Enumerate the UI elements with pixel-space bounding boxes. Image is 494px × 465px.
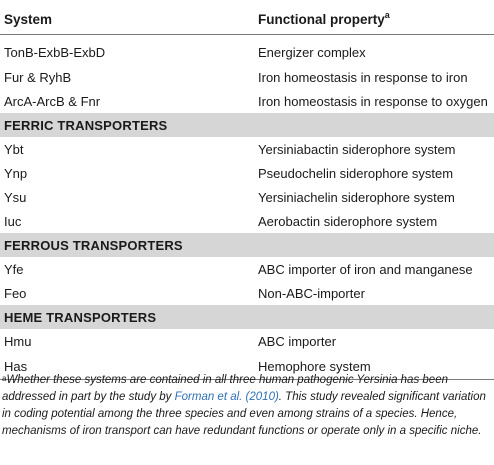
system-cell: Iuc — [4, 213, 22, 229]
table-row — [0, 281, 494, 305]
table-row — [0, 137, 494, 161]
property-cell: ABC importer of iron and manganese — [258, 261, 473, 277]
property-cell: Hemophore system — [254, 353, 494, 380]
footnote-text-after: . This study revealed significant variation in coding potential among the three species and even among strains of a species. Hence, mechanisms of iron transport can have redundant functions or operate only in a specific niche. — [2, 391, 486, 437]
system-cell: Ybt — [4, 141, 24, 157]
property-cell: ABC importer — [258, 333, 337, 349]
property-cell: Iron homeostasis in response to iron — [258, 69, 468, 85]
system-cell: Ysu — [4, 189, 27, 205]
table-row — [0, 161, 494, 185]
section-header-ferric — [0, 113, 494, 137]
table-row — [0, 185, 494, 209]
system-cell: Yfe — [4, 261, 24, 277]
table-footnote — [2, 372, 490, 440]
table-row — [0, 65, 494, 89]
table-row — [0, 89, 494, 113]
table-row — [0, 329, 494, 353]
footnote-marker: a — [2, 374, 7, 383]
column-header-system: System — [0, 4, 254, 35]
system-cell: Has — [0, 353, 254, 380]
system-cell: Hmu — [4, 333, 32, 349]
property-cell: Aerobactin siderophore system — [258, 213, 438, 229]
column-header-functional-property: Functional property$^a$ — [254, 4, 494, 35]
property-cell: Iron homeostasis in response to oxygen — [258, 93, 488, 109]
property-cell: Non-ABC-importer — [258, 285, 365, 301]
property-cell: Yersiniachelin siderophore system — [258, 189, 455, 205]
iron-transport-table — [0, 4, 494, 380]
system-cell: Fur & RyhB — [4, 69, 72, 85]
section-header-ferrous — [0, 233, 494, 257]
system-cell: ArcA-ArcB & Fnr — [4, 93, 101, 109]
section-title: FERROUS TRANSPORTERS — [0, 233, 494, 257]
system-cell: Feo — [4, 285, 27, 301]
table-row — [0, 35, 494, 66]
property-cell: Pseudochelin siderophore system — [258, 165, 454, 181]
section-title: HEME TRANSPORTERS — [0, 305, 494, 329]
table-row — [0, 209, 494, 233]
section-header-heme — [0, 305, 494, 329]
footnote-text-before: Whether these systems are contained in all three human pathogenic Yersinia has been addressed in part by the study by — [2, 374, 448, 403]
system-cell: TonB-ExbB-ExbD — [4, 44, 106, 60]
system-cell: Ynp — [4, 165, 28, 181]
table-row — [0, 257, 494, 281]
table-header-row — [0, 4, 494, 35]
citation-link[interactable]: Forman et al. (2010) — [174, 391, 279, 403]
property-cell: Yersiniabactin siderophore system — [258, 141, 456, 157]
footnote-marker: a — [384, 9, 390, 20]
property-cell: Energizer complex — [258, 44, 366, 60]
section-title: FERRIC TRANSPORTERS — [0, 113, 494, 137]
